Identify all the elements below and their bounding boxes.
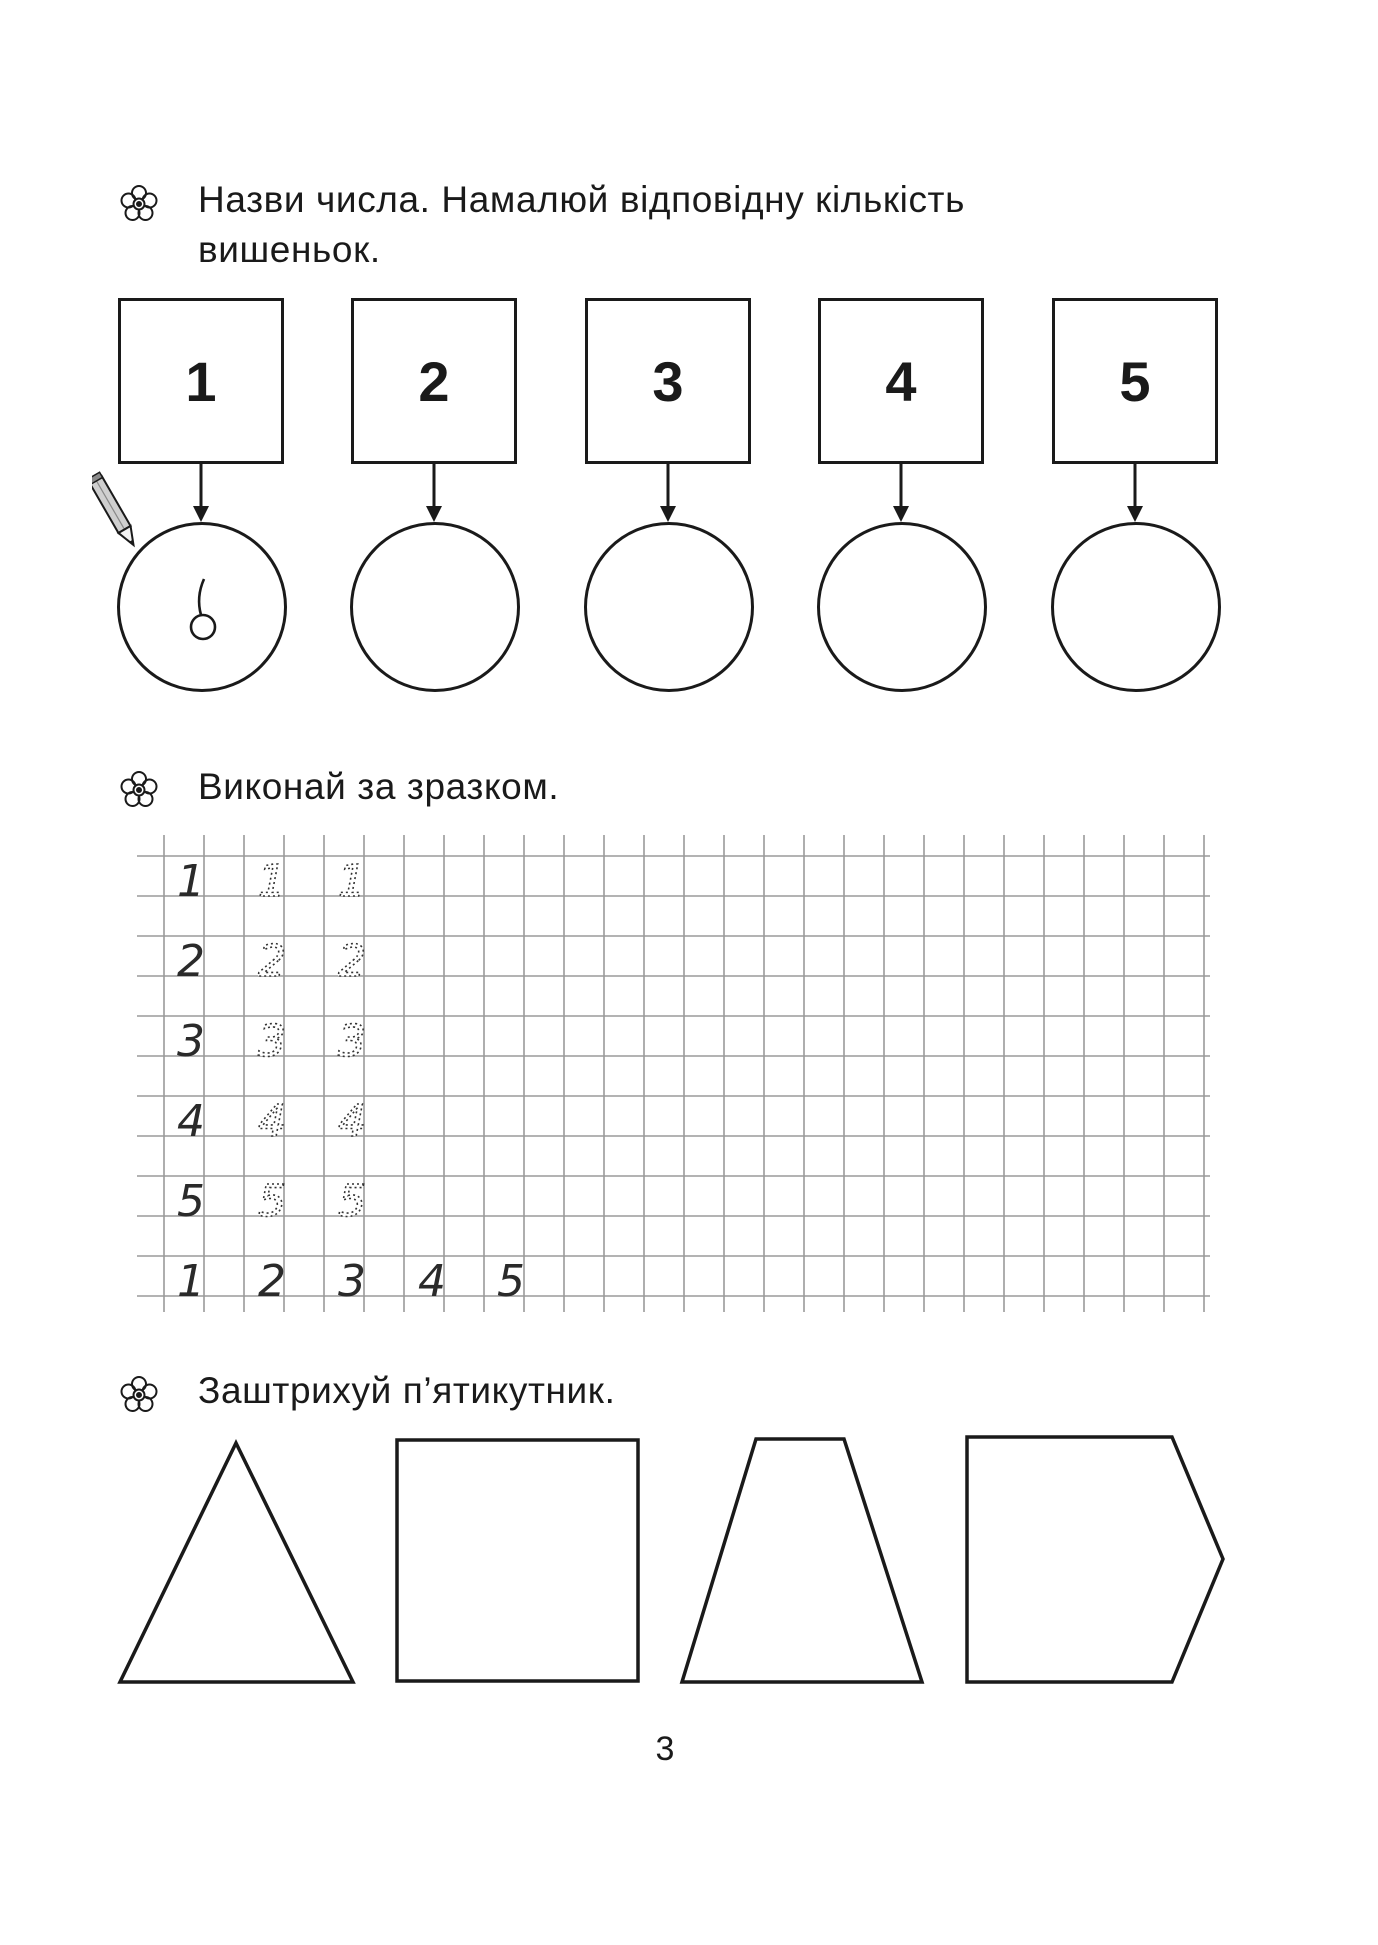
number-label: 2 xyxy=(418,349,450,413)
trace-digit: 5 xyxy=(258,1176,286,1227)
sequence-digit: 1 xyxy=(177,1256,205,1307)
cherry-icon xyxy=(182,575,226,645)
sample-digit: 2 xyxy=(177,936,205,987)
trace-digit: 5 xyxy=(338,1176,366,1227)
answer-circle-3[interactable] xyxy=(584,522,754,692)
trace-digit: 1 xyxy=(338,856,366,907)
sample-digit: 4 xyxy=(177,1096,205,1147)
number-label: 5 xyxy=(1119,349,1151,413)
number-box-3 xyxy=(585,298,751,464)
sample-digit: 3 xyxy=(177,1016,205,1067)
task-2-title: Виконай за зразком. xyxy=(198,766,560,807)
sequence-digit: 4 xyxy=(418,1256,446,1307)
pencil-icon xyxy=(92,470,138,556)
task-1-title-line-2: вишеньок. xyxy=(198,229,381,270)
arrow-down-icon xyxy=(891,464,911,524)
number-box-1 xyxy=(118,298,284,464)
trace-digit: 4 xyxy=(338,1096,366,1147)
arrow-down-icon xyxy=(424,464,444,524)
trace-digit: 3 xyxy=(258,1016,286,1067)
number-label: 1 xyxy=(185,349,217,413)
sample-digit: 5 xyxy=(177,1176,205,1227)
arrow-down-icon xyxy=(1125,464,1145,524)
sequence-digit: 2 xyxy=(258,1256,286,1307)
answer-circle-2[interactable] xyxy=(350,522,520,692)
number-box-2 xyxy=(351,298,517,464)
trace-digit: 2 xyxy=(338,936,366,987)
arrow-down-icon xyxy=(191,464,211,524)
answer-circle-4[interactable] xyxy=(817,522,987,692)
number-label: 4 xyxy=(885,349,917,413)
number-box-5 xyxy=(1052,298,1218,464)
flower-bullet-icon xyxy=(117,768,161,812)
trace-digit: 1 xyxy=(258,856,286,907)
flower-bullet-icon xyxy=(117,1373,161,1417)
task-1-title-line-1: Назви числа. Намалюй відповідну кількість xyxy=(198,179,965,220)
trace-digit: 4 xyxy=(258,1096,286,1147)
number-label: 3 xyxy=(652,349,684,413)
sample-digit: 1 xyxy=(177,856,205,907)
task-3-title: Заштрихуй п’ятикутник. xyxy=(198,1370,616,1411)
trace-digit: 2 xyxy=(258,936,286,987)
trace-digit: 3 xyxy=(338,1016,366,1067)
arrow-down-icon xyxy=(658,464,678,524)
page-number: 3 xyxy=(655,1730,675,1768)
answer-circle-5[interactable] xyxy=(1051,522,1221,692)
answer-circle-1[interactable] xyxy=(117,522,287,692)
sequence-digit: 5 xyxy=(497,1256,525,1307)
sequence-digit: 3 xyxy=(338,1256,366,1307)
flower-bullet-icon xyxy=(117,182,161,226)
number-box-4 xyxy=(818,298,984,464)
